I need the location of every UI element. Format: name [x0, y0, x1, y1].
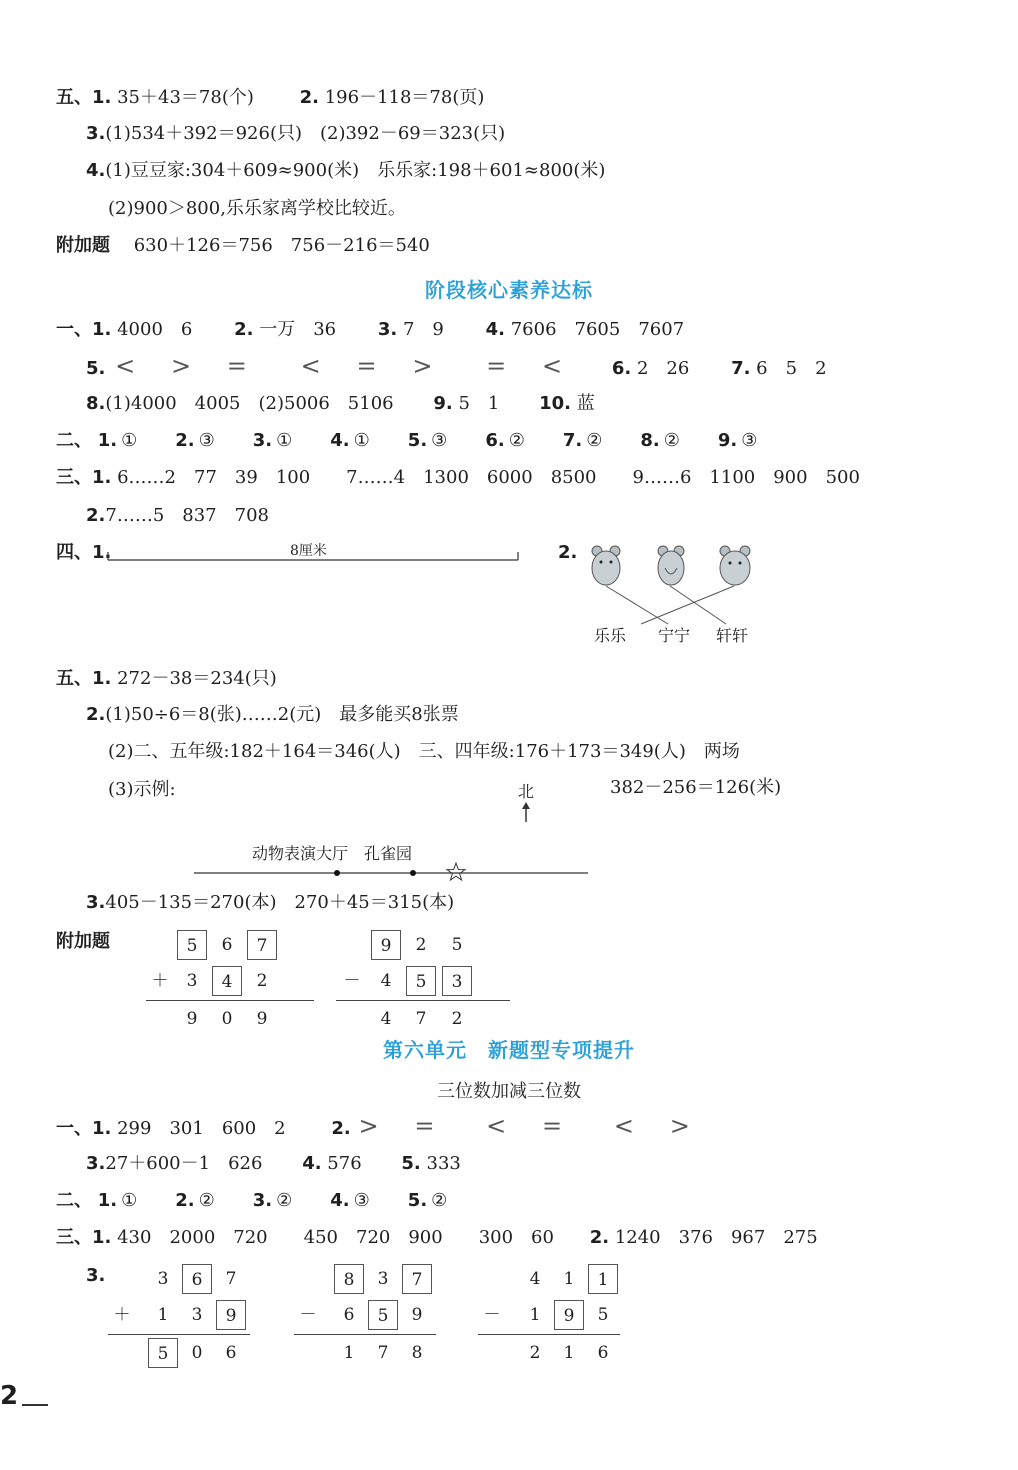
choice-item [408, 1189, 448, 1213]
digit: 2 [529, 1343, 541, 1363]
calc-rule [294, 1334, 436, 1335]
filled-digit-box: 5 [177, 930, 207, 960]
question-number: 1. [92, 1118, 112, 1139]
question-number: 9. [433, 393, 453, 414]
digit: 7 [415, 1009, 427, 1029]
filled-digit-box: 9 [554, 1300, 584, 1330]
question-number: 3. [252, 1190, 273, 1211]
choice-item [640, 429, 680, 453]
question-number: 2. [86, 704, 106, 725]
answer-text: (1)4000 4005 (2)5006 5106 [105, 393, 394, 414]
question-number: 1. [92, 319, 112, 340]
answer-line [108, 778, 176, 802]
answer-text: 630＋126＝756 756－216＝540 [133, 235, 430, 256]
answer-line [56, 318, 684, 342]
calc-rule [146, 1000, 314, 1001]
question-number: 1. [92, 542, 112, 563]
filled-digit-box: 5 [368, 1300, 398, 1330]
question-number: 1. [92, 87, 112, 108]
question-number: 5. [407, 430, 428, 451]
peacock-point [410, 870, 416, 876]
digit: 1 [563, 1343, 575, 1363]
answer-text: (1)50÷6＝8(张)……2(元) 最多能买8张票 [105, 704, 459, 725]
question-number: 8. [640, 430, 660, 451]
choice-answer: ① [121, 1190, 138, 1211]
filled-digit-box: 7 [247, 930, 277, 960]
compare-symbol: = [226, 352, 247, 380]
answer-line [86, 891, 454, 915]
bear-name: 宁宁 [658, 626, 691, 645]
question-number: 3. [86, 1265, 106, 1286]
digit: 1 [157, 1305, 169, 1325]
bear-icon [592, 546, 620, 585]
choice-answer: ① [276, 430, 293, 451]
filled-digit-box: 4 [212, 966, 242, 996]
section-label: 五、 [56, 87, 92, 108]
question-number: 10. [539, 393, 571, 414]
compare-symbol: = [486, 352, 507, 380]
compare-symbol: > [669, 1112, 690, 1140]
question-number: 3. [86, 1153, 106, 1174]
answer-text: (2)900＞800,乐乐家离学校比较近。 [108, 198, 406, 219]
choice-answer: ③ [431, 430, 448, 451]
compare-symbol: > [170, 352, 192, 380]
question-number: 8. [86, 393, 106, 414]
answer-line [56, 667, 277, 691]
question-number: 2. [331, 1118, 351, 1139]
answer-line [56, 234, 430, 258]
answer-text: 430 2000 720 450 720 900 300 60 [117, 1227, 554, 1248]
map-labels: 动物表演大厅 孔雀园 [252, 844, 413, 863]
answer-text: 7……5 837 708 [105, 505, 269, 526]
digit: 7 [225, 1269, 237, 1289]
choice-item [253, 429, 293, 453]
answer-line [86, 1152, 461, 1176]
answer-text: 196－118＝78(页) [324, 87, 485, 108]
calc-rule [108, 1334, 250, 1335]
question-number: 4. [302, 1153, 322, 1174]
digit: 7 [377, 1343, 389, 1363]
answer-text: (1)534＋392＝926(只) (2)392－69＝323(只) [105, 123, 506, 144]
choice-item [408, 429, 448, 453]
bonus-label: 附加题 [56, 235, 110, 256]
digit: 6 [225, 1343, 237, 1363]
digit: 3 [191, 1305, 203, 1325]
digit: 4 [380, 1009, 392, 1029]
bear-icon [658, 546, 684, 585]
digit: 9 [411, 1305, 423, 1325]
question-number: 4. [330, 1190, 350, 1211]
bear-name: 轩轩 [716, 626, 749, 645]
digit: 3 [157, 1269, 169, 1289]
operator: ＋ [113, 1305, 131, 1325]
filled-digit-box: 5 [148, 1338, 178, 1368]
compare-symbol: = [356, 352, 377, 380]
question-number: 1. [92, 1227, 112, 1248]
digit: 2 [256, 971, 268, 991]
vertical-addition [146, 930, 316, 1030]
answer-line [108, 197, 406, 221]
choice-item [175, 1189, 215, 1213]
answer-text: 6……2 77 39 100 7……4 1300 6000 8500 9……6 1100 900 500 [117, 467, 860, 488]
choice-answer: ③ [741, 430, 758, 451]
answer-line [86, 703, 459, 727]
choice-item [253, 1189, 293, 1213]
answer-line [86, 392, 595, 416]
choice-item [98, 1189, 138, 1213]
answer-line [86, 354, 827, 381]
question-number: 7. [731, 358, 751, 379]
section-label: 三、 [56, 1227, 92, 1248]
digit: 4 [529, 1269, 541, 1289]
choice-answer: ③ [198, 430, 215, 451]
section-label: 五、 [56, 668, 92, 689]
route-map [192, 862, 592, 882]
answer-text: 27＋600－1 626 [105, 1153, 263, 1174]
vertical-subtraction [478, 1264, 620, 1374]
operator: － [299, 1305, 317, 1325]
answer-line [86, 504, 269, 528]
choice-answer: ③ [353, 1190, 370, 1211]
answer-line [86, 159, 605, 183]
answer-text: (2)二、五年级:182＋164＝346(人) 三、四年级:176＋173＝349(人) 两场 [108, 741, 740, 762]
question-number: 7. [562, 430, 583, 451]
vertical-subtraction [336, 930, 511, 1030]
compare-symbol: > [358, 1112, 379, 1140]
question-number: 6. [611, 358, 632, 379]
vertical-subtraction [294, 1264, 436, 1374]
question-number: 4. [330, 430, 350, 451]
north-arrow-icon [519, 800, 533, 824]
digit: 0 [221, 1009, 233, 1029]
question-number: 3. [86, 892, 106, 913]
answer-text: 1240 376 967 275 [614, 1227, 818, 1248]
question-number: 2. [589, 1227, 610, 1248]
answer-line [56, 466, 860, 490]
answer-text: 382－256＝126(米) [610, 777, 782, 798]
filled-digit-box: 1 [588, 1264, 618, 1294]
question-number: 4. [86, 160, 106, 181]
compare-symbol: < [613, 1112, 634, 1140]
filled-digit-box: 6 [182, 1264, 212, 1294]
section-label: 一、 [56, 319, 92, 340]
ruler-label: 8厘米 [290, 543, 327, 559]
choice-answer: ② [508, 430, 525, 451]
digit: 6 [597, 1343, 609, 1363]
choice-answer: ② [198, 1190, 215, 1211]
choice-answer: ② [276, 1190, 293, 1211]
choice-item [330, 1189, 370, 1213]
digit: 6 [343, 1305, 355, 1325]
choice-item [485, 429, 525, 453]
footer-rule [22, 1404, 48, 1406]
answer-text: (3)示例: [108, 779, 176, 800]
star-icon [447, 863, 465, 880]
section-label: 二、 [56, 430, 92, 451]
compare-symbol: = [542, 1112, 563, 1140]
question-number: 3. [252, 430, 273, 451]
choice-item [175, 429, 215, 453]
digit: 1 [343, 1343, 355, 1363]
digit: 1 [529, 1305, 541, 1325]
digit: 4 [380, 971, 392, 991]
question-number: 5. [401, 1153, 421, 1174]
answer-line [56, 86, 484, 110]
bear-icon [720, 546, 750, 585]
filled-digit-box: 9 [216, 1300, 246, 1330]
answer-line [56, 1189, 447, 1213]
answer-text: 4000 6 [117, 319, 193, 340]
question-number: 2. [299, 87, 319, 108]
digit: 9 [256, 1009, 268, 1029]
compare-symbol: < [300, 352, 321, 380]
question-number: 5. [86, 358, 106, 379]
unit-subtitle: 三位数加减三位数 [437, 1081, 581, 1102]
filled-digit-box: 8 [334, 1264, 364, 1294]
answer-text: 7606 7605 7607 [510, 319, 685, 340]
digit: 0 [191, 1343, 203, 1363]
question-number: 1. [92, 668, 112, 689]
compare-symbol: < [542, 352, 563, 380]
answer-line [56, 1226, 818, 1250]
digit: 3 [377, 1269, 389, 1289]
answer-line [56, 1114, 690, 1141]
filled-digit-box: 3 [442, 966, 472, 996]
operator: ＋ [151, 971, 169, 991]
question-number: 2. [234, 319, 254, 340]
section-title: 阶段核心素养达标 [425, 278, 593, 302]
question-number: 9. [717, 430, 738, 451]
question-number: 2. [175, 1190, 195, 1211]
section-label: 二、 [56, 1190, 92, 1211]
digit: 5 [597, 1305, 609, 1325]
digit: 6 [221, 935, 233, 955]
answer-text: 299 301 600 2 [117, 1118, 286, 1139]
digit: 2 [451, 1009, 463, 1029]
choice-item [563, 429, 603, 453]
answer-text: 蓝 [576, 393, 595, 414]
choice-item [98, 429, 138, 453]
bonus-label: 附加题 [56, 931, 110, 952]
filled-digit-box: 7 [402, 1264, 432, 1294]
answer-text: 35＋43＝78(个) [117, 87, 254, 108]
hall-point [334, 870, 340, 876]
section-label: 一、 [56, 1118, 92, 1139]
answer-text: 333 [426, 1153, 461, 1174]
filled-digit-box: 5 [406, 966, 436, 996]
digit: 9 [186, 1009, 198, 1029]
question-number: 2. [558, 542, 578, 563]
choice-answer: ② [586, 430, 603, 451]
choice-answer: ② [663, 430, 680, 451]
calc-rule [478, 1334, 620, 1335]
section-label: 四、 [56, 542, 92, 563]
answer-line [56, 429, 757, 453]
compare-symbol: < [115, 352, 136, 380]
bear-name: 乐乐 [594, 626, 627, 645]
answer-text: 272－38＝234(只) [117, 668, 277, 689]
digit: 5 [451, 935, 463, 955]
operator: － [343, 971, 361, 991]
answer-line [108, 740, 740, 764]
question-number: 5. [407, 1190, 428, 1211]
question-number: 2. [175, 430, 195, 451]
question-number: 3. [377, 319, 398, 340]
choice-answer: ① [121, 430, 138, 451]
choice-answer: ① [353, 430, 370, 451]
choice-item [718, 429, 758, 453]
section-label: 三、 [56, 467, 92, 488]
answer-text: 5 1 [458, 393, 500, 414]
question-number: 2. [86, 505, 106, 526]
choice-item [330, 429, 370, 453]
question-number: 1. [97, 430, 118, 451]
digit: 8 [411, 1343, 423, 1363]
question-number: 1. [92, 467, 112, 488]
vertical-addition [108, 1264, 250, 1374]
answer-line [86, 122, 505, 146]
answer-text: 一万 36 [259, 319, 337, 340]
compare-symbol: = [414, 1112, 435, 1140]
page-number: 2 [0, 1381, 19, 1411]
operator: － [483, 1305, 501, 1325]
answer-text: 7 9 [402, 319, 444, 340]
answer-text: 405－135＝270(本) 270＋45＝315(本) [105, 892, 455, 913]
filled-digit-box: 9 [371, 930, 401, 960]
question-number: 6. [485, 430, 505, 451]
digit: 3 [186, 971, 198, 991]
compare-symbol: < [486, 1112, 507, 1140]
unit-title: 第六单元 新题型专项提升 [383, 1038, 635, 1062]
compare-symbol: > [412, 352, 433, 380]
digit: 1 [563, 1269, 575, 1289]
digit: 2 [415, 935, 427, 955]
answer-text: 576 [327, 1153, 362, 1174]
question-number: 4. [485, 319, 505, 340]
question-number: 1. [97, 1190, 118, 1211]
answer-text: (1)豆豆家:304＋609≈900(米) 乐乐家:198＋601≈800(米) [105, 160, 606, 181]
calc-rule [336, 1000, 510, 1001]
answer-text: 2 26 [636, 358, 690, 379]
choice-answer: ② [431, 1190, 448, 1211]
north-label: 北 [518, 782, 535, 801]
question-number: 3. [86, 123, 106, 144]
answer-text: 6 5 2 [756, 358, 827, 379]
